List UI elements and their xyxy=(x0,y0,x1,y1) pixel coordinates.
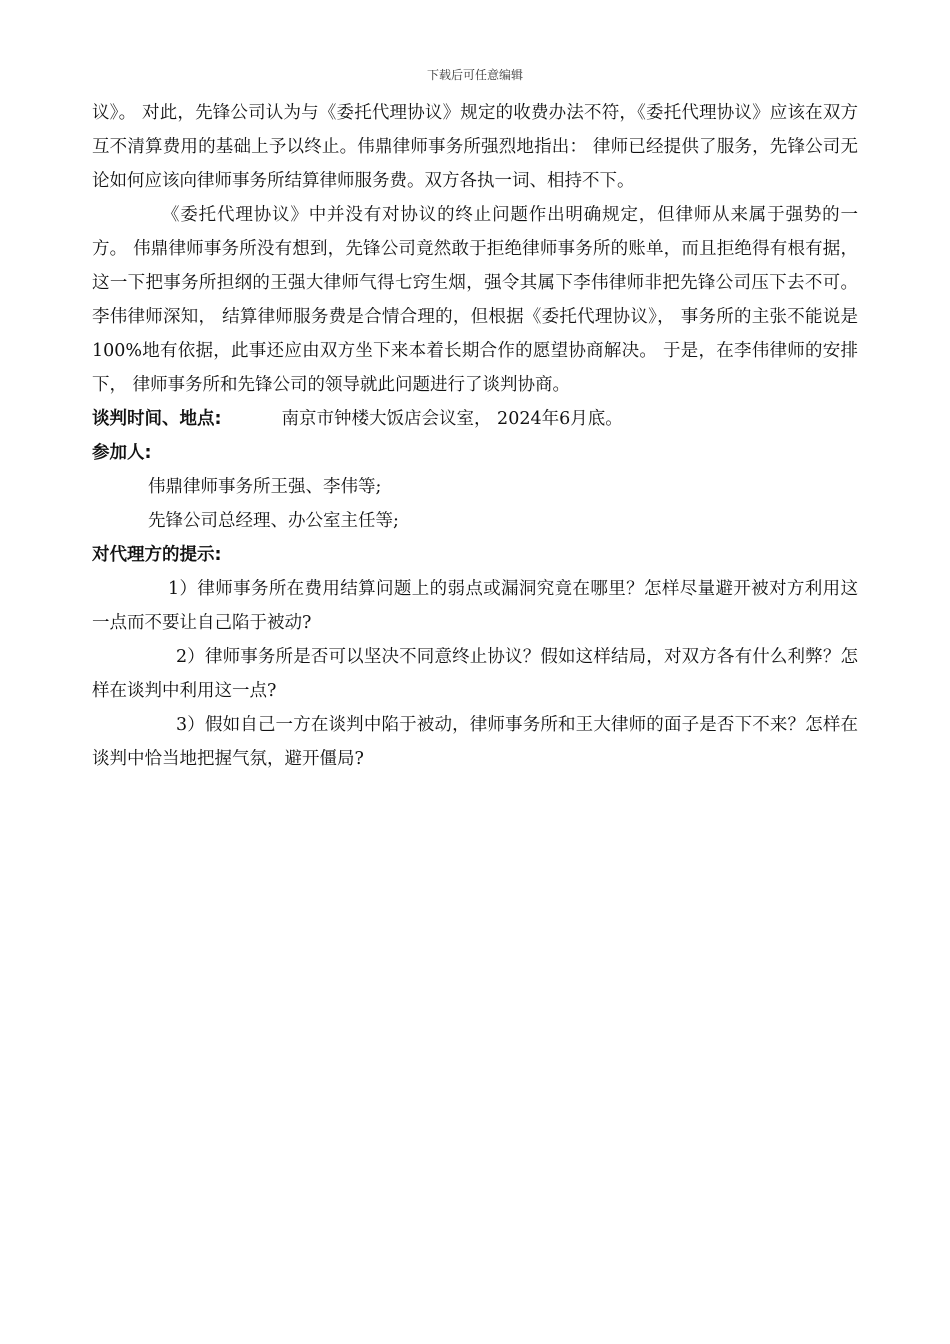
participant-item: 伟鼎律师事务所王强、李伟等; xyxy=(148,477,382,497)
time-place-label: 谈判时间、地点: xyxy=(92,409,222,429)
document-body xyxy=(92,96,858,776)
page-header-note: 下载后可任意编辑 xyxy=(426,68,523,82)
time-place-line xyxy=(92,402,858,436)
participants-label: 参加人: xyxy=(92,443,152,463)
paragraph-agreement-termination: 《委托代理协议》中并没有对协议的终止问题作出明确规定，但律师从来属于强势的一方。 伟鼎律师事务所没有想到，先锋公司竟然敢于拒绝律师事务所的账单，而且拒绝得有根有据，这一下把事务所担纲的王强大律师气得七窍生烟，强令其属下李伟律师非把先锋公司压下去不可。 李伟律师深知， 结算律师服务费是合情合理的，但根据《委托代理协议》， 事务所的主张不能说是100%地有依据，此事还应由双方坐下来本着长期合作的愿望协商解决。 于是，在李伟律师的安排下， 律师事务所和先锋公司的领导就此问题进行了谈判协商。 xyxy=(92,205,858,395)
participant-item: 先锋公司总经理、办公室主任等; xyxy=(148,511,399,531)
paragraph-continuation: 议》。 对此，先锋公司认为与《委托代理协议》规定的收费办法不符，《委托代理协议》应该在双方互不清算费用的基础上予以终止。伟鼎律师事务所强烈地指出： 律师已经提供了服务，先锋公司无论如何应该向律师事务所结算律师服务费。双方各执一词、相持不下。 xyxy=(92,103,858,191)
time-place-value: 南京市钟楼大饭店会议室， 2024年6月底。 xyxy=(281,409,623,429)
tips-label: 对代理方的提示: xyxy=(92,545,222,565)
tip-item: 3）假如自己一方在谈判中陷于被动，律师事务所和王大律师的面子是否下不来？怎样在谈判中恰当地把握气氛，避开僵局? xyxy=(92,715,858,769)
tip-item: 2）律师事务所是否可以坚决不同意终止协议？假如这样结局，对双方各有什么利弊？怎样在谈判中利用这一点? xyxy=(92,647,858,701)
tip-item: 1）律师事务所在费用结算问题上的弱点或漏洞究竟在哪里？怎样尽量避开被对方利用这一点而不要让自己陷于被动? xyxy=(92,579,858,633)
